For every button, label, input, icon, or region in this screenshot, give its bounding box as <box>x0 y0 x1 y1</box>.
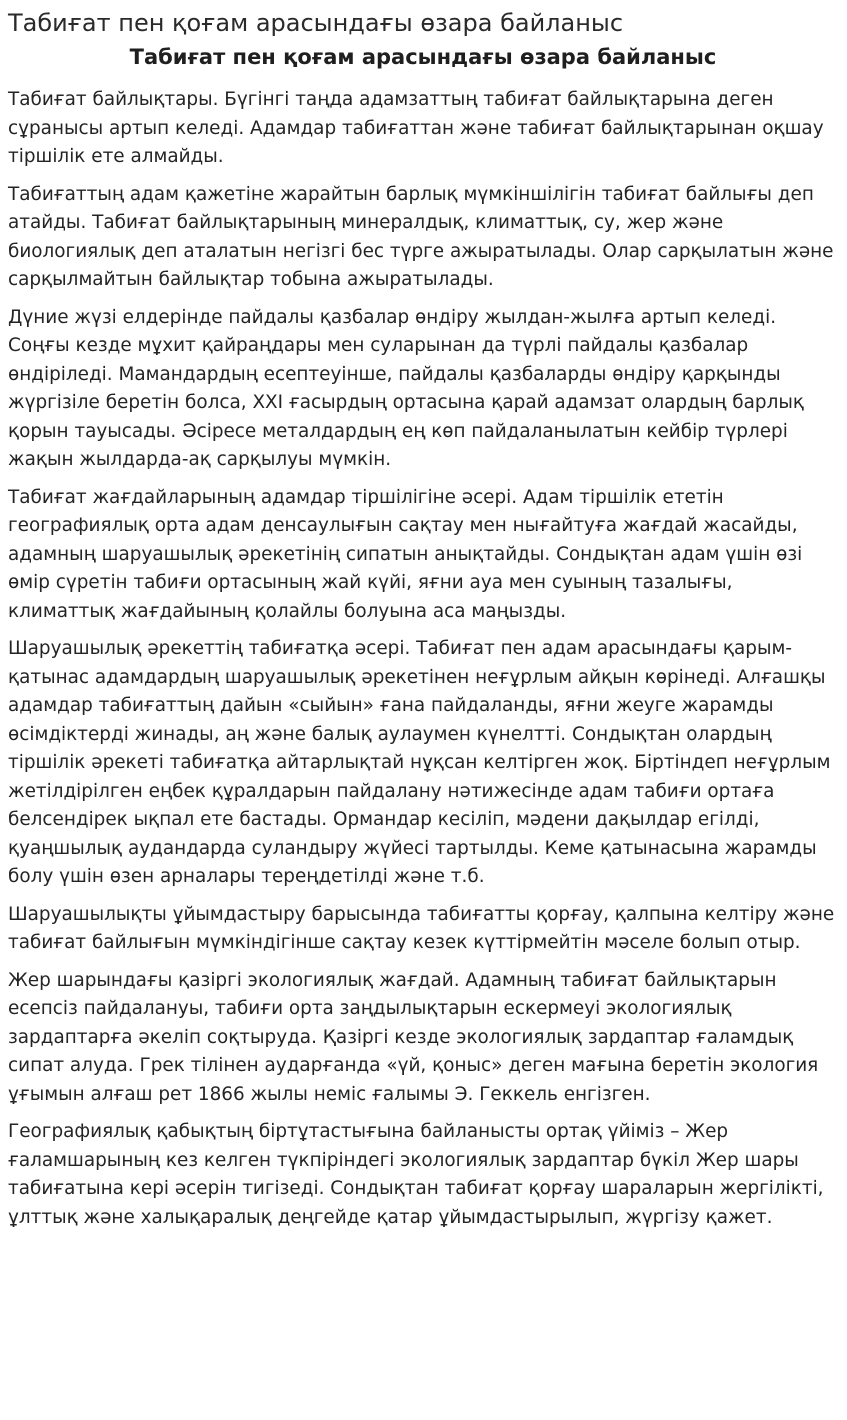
paragraph-ecological-situation: Жер шарындағы қазіргі экологиялық жағдай. Адамның табиғат байлықтарын есепсіз пайдалануы, табиғи орта заңдылықтарын ескермеуі экологиялық зардаптарға әкеліп соқтыруда. Қазіргі кезде экологиялық зардаптар ғаламдық сипат алуда. Грек тілінен аударғанда «үй, қоныс» деген мағына беретін экология ұғымын алғаш рет 1866 жылы неміс ғалымы Э. Геккель енгізген. <box>8 969 819 1105</box>
document-body <box>8 86 838 1232</box>
document-title: Табиғат пен қоғам арасындағы өзара байланыс <box>129 45 717 69</box>
paragraph-resource-types: Табиғаттың адам қажетіне жарайтын барлық мүмкіншілігін табиғат байлығы деп атайды. Табиғат байлықтарының минералдық, климаттық, су, жер және биологиялық деп аталатын негізгі бес түрге ажыратылады. Олар сарқылатын және сарқылмайтын байлықтар тобына ажыратылады. <box>8 183 834 290</box>
paragraph-natural-conditions: Табиғат жағдайларының адамдар тіршілігіне әсері. Адам тіршілік ететін географиялық орта адам денсаулығын сақтау мен нығайтуға жағдай жасайды, адамның шаруашылық әрекетінің сипатын анықтайды. Сондықтан адам үшін өзі өмір сүретін табиғи ортасының жай күйі, яғни ауа мен суының тазалығы, климаттық жағдайының қолайлы болуына аса маңызды. <box>8 486 803 622</box>
paragraph-global-ecology: Географиялық қабықтың біртұтастығына байланысты ортақ үйіміз – Жер ғаламшарының кез келген түкпіріндегі экологиялық зардаптар бүкіл Жер шары табиғатына кері әсерін тигізеді. Сондықтан табиғат қорғау шараларын жергілікті, ұлттық және халықаралық деңгейде қатар ұйымдастырылып, жүргізу қажет. <box>8 1121 824 1228</box>
paragraph-nature-protection: Шаруашылықты ұйымдастыру барысында табиғатты қорғау, қалпына келтіру және табиғат байлығын мүмкіндігінше сақтау кезек күттірмейтін мәселе болып отыр. <box>8 903 835 953</box>
window-title: Табиғат пен қоғам арасындағы өзара байланыс <box>8 9 624 37</box>
paragraph-economic-impact: Шаруашылық әрекеттің табиғатқа әсері. Табиғат пен адам арасындағы қарым-қатынас адамдардың шаруашылық әрекетінен неғұрлым айқын көрінеді. Алғашқы адамдар табиғаттың дайын «сыйын» ғана пайдаланды, яғни жеуге жарамды өсімдіктерді жинады, аң және балық аулаумен күнелтті. Сондықтан олардың тіршілік әрекеті табиғатқа айтарлықтай нұқсан келтірген жоқ. Біртіндеп неғұрлым жетілдірілген еңбек құралдарын пайдалану нәтижесінде адам табиғи ортаға белсендірек ықпал ете бастады. Ормандар кесіліп, мәдени дақылдар егілді, қуаңшылық аудандарда суландыру жүйесі тартылды. Кеме қатынасына жарамды болу үшін өзен арналары тереңдетілді және т.б. <box>8 638 831 887</box>
paragraph-natural-resources: Табиғат байлықтары. Бүгінгі таңда адамзаттың табиғат байлықтарына деген сұранысы артып келеді. Адамдар табиғаттан және табиғат байлықтарынан оқшау тіршілік ете алмайды. <box>8 89 824 167</box>
paragraph-minerals-extraction: Дүние жүзі елдерінде пайдалы қазбалар өндіру жылдан-жылға артып келеді. Соңғы кезде мұхит қайраңдары мен суларынан да түрлі пайдалы қазбалар өндіріледі. Мамандардың есептеуінше, пайдалы қазбаларды өндіру қарқынды жүргізіле беретін болса, XXI ғасырдың ортасына қарай адамзат олардың барлық қорын тауысады. Әсіресе металдардың ең көп пайдаланылатын кейбір түрлері жақын жылдарда-ақ сарқылуы мүмкін. <box>8 306 804 470</box>
